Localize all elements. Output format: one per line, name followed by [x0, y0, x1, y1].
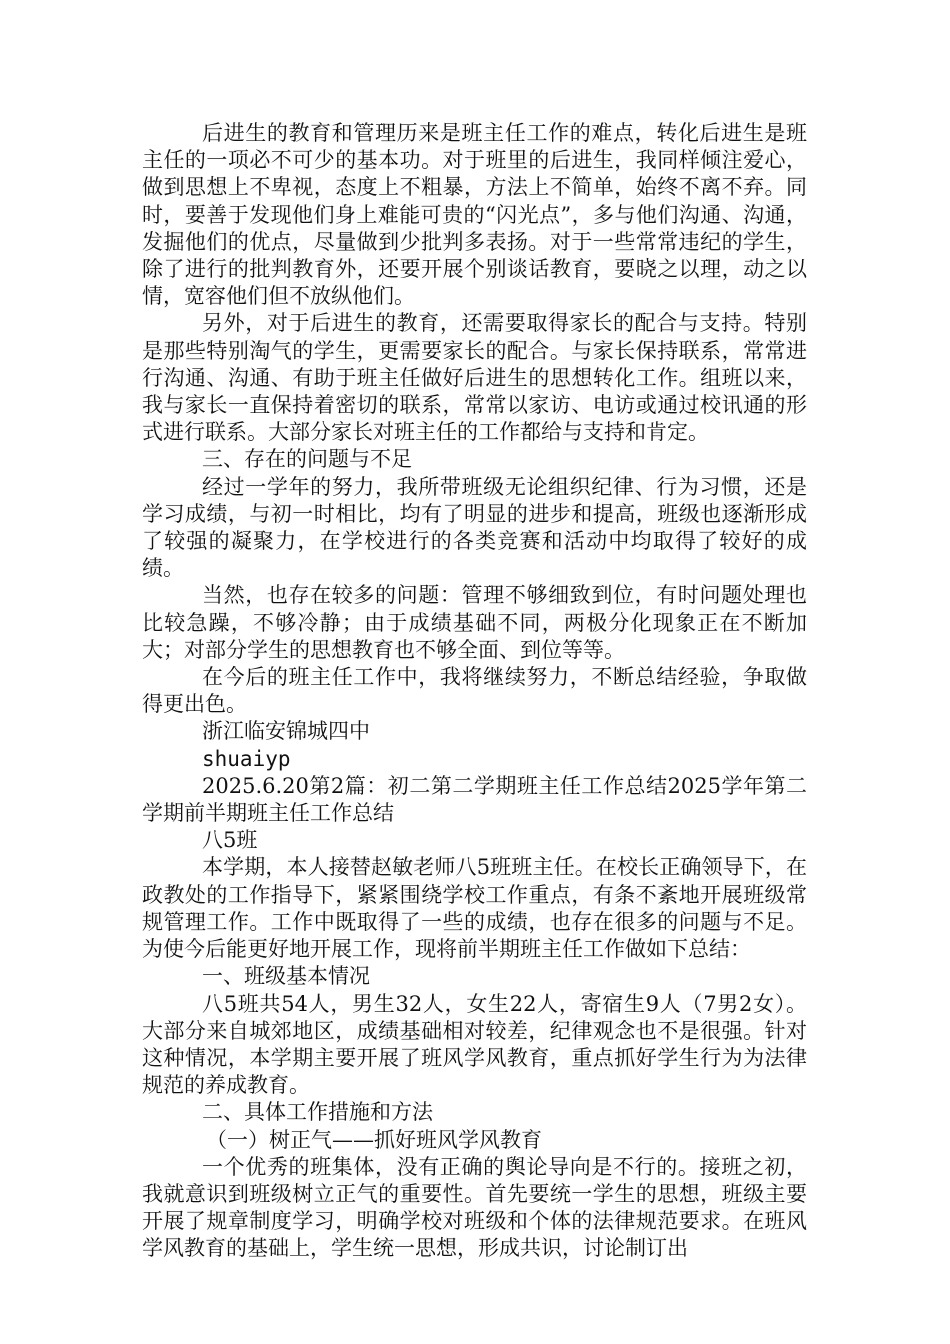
section-heading-basic-info: 一、班级基本情况 — [202, 964, 370, 989]
paragraph-intro: 本学期，本人接替赵敏老师八5班班主任。在校长正确领导下，在政教处的工作指导下，紧紧围绕学校工作重点，有条不紊地开展班级常规管理工作。工作中既取得了一些的成绩，也存在很多的问题与不足。为使今后能更好地开展工作，现将前半期班主任工作做如下总结： — [142, 855, 807, 962]
author-name: shuaiyp — [202, 746, 291, 771]
school-name: 浙江临安锦城四中 — [202, 719, 370, 744]
paragraph-righteousness: 一个优秀的班集体，没有正确的舆论导向是不行的。接班之初，我就意识到班级树立正气的重要性。首先要统一学生的思想，班级主要开展了规章制度学习，明确学校对班级和个体的法律规范要求。在班风学风教育的基础上，学生统一思想，形成共识，讨论制订出 — [142, 1154, 807, 1261]
paragraph-basic-info: 八5班共54人，男生32人，女生22人，寄宿生9人（7男2女）。大部分来自城郊地区，成绩基础相对较差，纪律观念也不是很强。针对这种情况，本学期主要开展了班风学风教育，重点抓好学生行为为法律规范的养成教育。 — [142, 991, 807, 1098]
paragraph-problems: 当然，也存在较多的问题：管理不够细致到位，有时问题处理也比较急躁，不够冷静；由于成绩基础不同，两极分化现象正在不断加大；对部分学生的思想教育也不够全面、到位等等。 — [142, 583, 807, 662]
date-and-second-title: 2025.6.20第2篇：初二第二学期班主任工作总结2025学年第二学期前半期班主任工作总结 — [142, 773, 807, 826]
section-heading-problems: 三、存在的问题与不足 — [202, 447, 412, 472]
paragraph-progress: 经过一学年的努力，我所带班级无论组织纪律、行为习惯，还是学习成绩，与初一时相比，均有了明显的进步和提高，班级也逐渐形成了较强的凝聚力，在学校进行的各类竞赛和活动中均取得了较好的成绩。 — [142, 474, 807, 581]
paragraph-latecomer-education: 后进生的教育和管理历来是班主任工作的难点，转化后进生是班主任的一项必不可少的基本功。对于班里的后进生，我同样倾注爱心，做到思想上不卑视，态度上不粗暴，方法上不简单，始终不离不弃。同时，要善于发现他们身上难能可贵的“闪光点”，多与他们沟通、沟通，发掘他们的优点，尽量做到少批判多表扬。对于一些常常违纪的学生，除了进行的批判教育外，还要开展个别谈话教育，要晓之以理，动之以情，宽容他们但不放纵他们。 — [142, 121, 807, 309]
class-name: 八5班 — [202, 828, 258, 853]
document-body — [142, 120, 807, 1263]
section-heading-measures: 二、具体工作措施和方法 — [202, 1100, 433, 1125]
paragraph-future: 在今后的班主任工作中，我将继续努力，不断总结经验，争取做得更出色。 — [142, 665, 807, 717]
paragraph-parent-cooperation: 另外，对于后进生的教育，还需要取得家长的配合与支持。特别是那些特别淘气的学生，更需要家长的配合。与家长保持联系，常常进行沟通、沟通、有助于班主任做好后进生的思想转化工作。组班以来，我与家长一直保持着密切的联系，常常以家访、电访或通过校讯通的形式进行联系。大部分家长对班主任的工作都给与支持和肯定。 — [142, 311, 807, 445]
subsection-heading-righteousness: （一）树正气——抓好班风学风教育 — [206, 1127, 542, 1152]
